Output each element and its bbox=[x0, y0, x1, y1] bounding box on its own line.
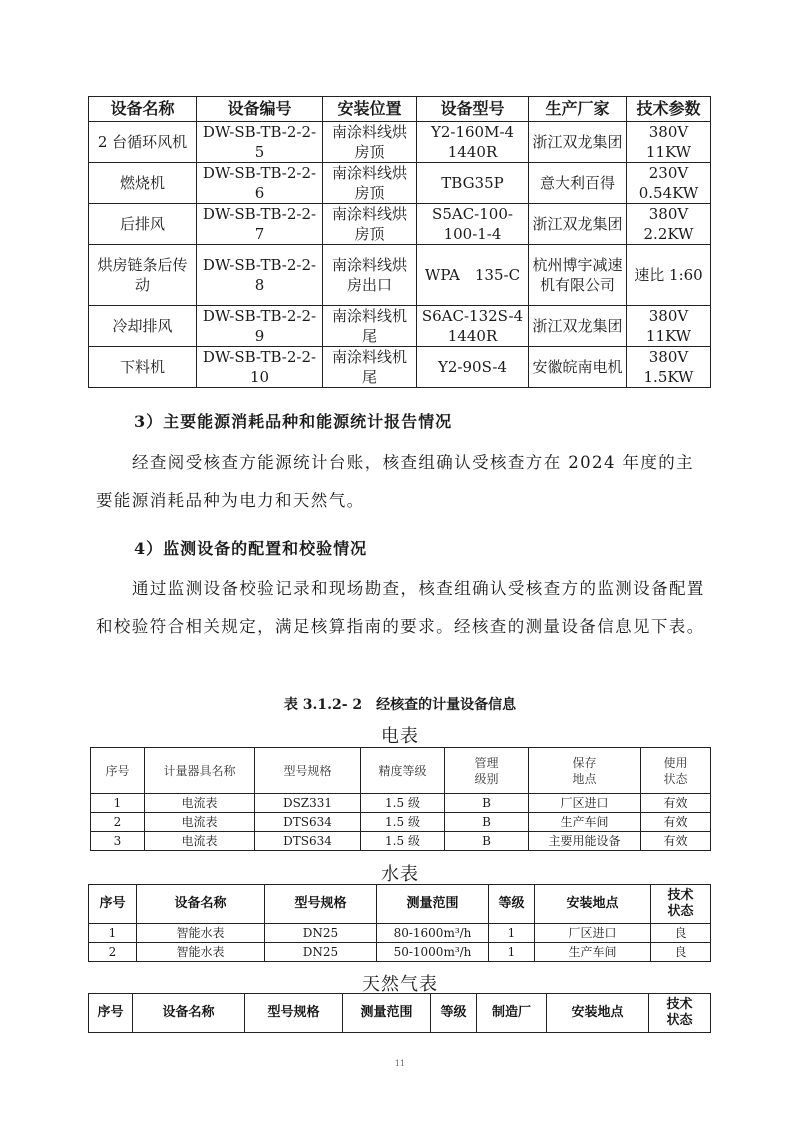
equipment-model-cell: WPA 135-C bbox=[417, 245, 529, 306]
cell: 1.5 级 bbox=[361, 794, 445, 813]
cell: 电流表 bbox=[145, 813, 255, 832]
header-cell: 管理 级别 bbox=[445, 748, 529, 794]
cell: 主要用能设备 bbox=[529, 832, 641, 851]
table-row bbox=[89, 245, 711, 306]
header-cell: 测量范围 bbox=[377, 885, 489, 924]
gas-table-title: 天然气表 bbox=[362, 974, 438, 995]
equipment-name-cell: 2 台循环风机 bbox=[89, 122, 197, 163]
equipment-code-cell: DW-SB-TB-2-2-7 bbox=[197, 204, 323, 245]
cell: 1 bbox=[89, 924, 137, 943]
equipment-name-cell: 烘房链条后传动 bbox=[89, 245, 197, 306]
header-cell: 测量范围 bbox=[343, 994, 431, 1033]
equipment-params-cell: 380V 2.2KW bbox=[627, 204, 711, 245]
equipment-location-cell: 南涂料线机尾 bbox=[323, 347, 417, 388]
cell: DN25 bbox=[265, 924, 377, 943]
header-cell: 使用 状态 bbox=[641, 748, 711, 794]
header-cell: 精度等级 bbox=[361, 748, 445, 794]
cell: 2 bbox=[91, 813, 145, 832]
equipment-model-cell: Y2-160M-4 1440R bbox=[417, 122, 529, 163]
equipment-location-cell: 南涂料线烘房顶 bbox=[323, 122, 417, 163]
cell: 智能水表 bbox=[137, 943, 265, 962]
header-cell: 型号规格 bbox=[255, 748, 361, 794]
section-3-text: 经查阅受核查方能源统计台账，核查组确认受核查方在 2024 年度的主要能源消耗品种为电力和天然气。 bbox=[96, 453, 695, 510]
equipment-code-cell: DW-SB-TB-2-2-6 bbox=[197, 163, 323, 204]
cell: DTS634 bbox=[255, 832, 361, 851]
equipment-name-cell: 冷却排风 bbox=[89, 306, 197, 347]
table-row bbox=[89, 924, 711, 943]
equipment-name-cell: 后排风 bbox=[89, 204, 197, 245]
header-cell: 安装地点 bbox=[535, 885, 651, 924]
water-meter-table bbox=[88, 884, 711, 962]
table-row bbox=[89, 122, 711, 163]
cell: B bbox=[445, 794, 529, 813]
cell: DN25 bbox=[265, 943, 377, 962]
section-3-paragraph bbox=[96, 444, 708, 520]
equipment-model-cell: S6AC-132S-4 1440R bbox=[417, 306, 529, 347]
cell: 电流表 bbox=[145, 832, 255, 851]
equipment-params-cell: 230V 0.54KW bbox=[627, 163, 711, 204]
cell: 50-1000m³/h bbox=[377, 943, 489, 962]
header-cell: 设备名称 bbox=[137, 885, 265, 924]
cell: 1 bbox=[91, 794, 145, 813]
equipment-params-cell: 速比 1:60 bbox=[627, 245, 711, 306]
cell: DSZ331 bbox=[255, 794, 361, 813]
header-cell: 技术参数 bbox=[627, 97, 711, 122]
equipment-location-cell: 南涂料线烘房出口 bbox=[323, 245, 417, 306]
header-cell: 保存 地点 bbox=[529, 748, 641, 794]
equipment-maker-cell: 浙江双龙集团 bbox=[529, 306, 627, 347]
equipment-maker-cell: 安徽皖南电机 bbox=[529, 347, 627, 388]
header-cell: 序号 bbox=[91, 748, 145, 794]
table-header-row bbox=[91, 748, 711, 794]
equipment-model-cell: S5AC-100-100-1-4 bbox=[417, 204, 529, 245]
cell: 1 bbox=[489, 943, 535, 962]
equipment-params-cell: 380V 1.5KW bbox=[627, 347, 711, 388]
cell: 电流表 bbox=[145, 794, 255, 813]
cell: 厂区进口 bbox=[535, 924, 651, 943]
table-header-row bbox=[89, 97, 711, 122]
cell: B bbox=[445, 813, 529, 832]
equipment-code-cell: DW-SB-TB-2-2-8 bbox=[197, 245, 323, 306]
cell: 智能水表 bbox=[137, 924, 265, 943]
electric-meter-table bbox=[90, 747, 711, 851]
header-cell: 设备型号 bbox=[417, 97, 529, 122]
cell: B bbox=[445, 832, 529, 851]
header-cell: 计量器具名称 bbox=[145, 748, 255, 794]
header-cell: 型号规格 bbox=[245, 994, 343, 1033]
cell: 有效 bbox=[641, 794, 711, 813]
equipment-maker-cell: 浙江双龙集团 bbox=[529, 122, 627, 163]
cell: 良 bbox=[651, 943, 711, 962]
page-number: 11 bbox=[394, 1059, 406, 1068]
equipment-location-cell: 南涂料线烘房顶 bbox=[323, 163, 417, 204]
electric-table-title: 电表 bbox=[381, 726, 419, 747]
cell: 生产车间 bbox=[535, 943, 651, 962]
table-row bbox=[89, 943, 711, 962]
header-cell: 设备名称 bbox=[89, 97, 197, 122]
equipment-maker-cell: 浙江双龙集团 bbox=[529, 204, 627, 245]
table-row bbox=[89, 347, 711, 388]
equipment-table bbox=[88, 96, 711, 388]
cell: 有效 bbox=[641, 813, 711, 832]
table-header-row bbox=[89, 994, 711, 1033]
header-cell: 安装地点 bbox=[547, 994, 649, 1033]
header-cell: 设备名称 bbox=[133, 994, 245, 1033]
cell: 1.5 级 bbox=[361, 832, 445, 851]
equipment-code-cell: DW-SB-TB-2-2-5 bbox=[197, 122, 323, 163]
table-caption: 表 3.1.2- 2 经核查的计量设备信息 bbox=[283, 697, 517, 713]
equipment-code-cell: DW-SB-TB-2-2-10 bbox=[197, 347, 323, 388]
equipment-maker-cell: 杭州博宇减速机有限公司 bbox=[529, 245, 627, 306]
cell: 1 bbox=[489, 924, 535, 943]
table-row bbox=[91, 813, 711, 832]
header-cell: 制造厂 bbox=[477, 994, 547, 1033]
equipment-maker-cell: 意大利百得 bbox=[529, 163, 627, 204]
header-cell: 技术 状态 bbox=[651, 885, 711, 924]
header-cell: 等级 bbox=[489, 885, 535, 924]
cell: DTS634 bbox=[255, 813, 361, 832]
equipment-location-cell: 南涂料线机尾 bbox=[323, 306, 417, 347]
table-row bbox=[89, 163, 711, 204]
cell: 1.5 级 bbox=[361, 813, 445, 832]
header-cell: 安装位置 bbox=[323, 97, 417, 122]
equipment-params-cell: 380V 11KW bbox=[627, 306, 711, 347]
equipment-name-cell: 下料机 bbox=[89, 347, 197, 388]
table-row bbox=[89, 306, 711, 347]
header-cell: 序号 bbox=[89, 885, 137, 924]
equipment-name-cell: 燃烧机 bbox=[89, 163, 197, 204]
cell: 有效 bbox=[641, 832, 711, 851]
equipment-params-cell: 380V 11KW bbox=[627, 122, 711, 163]
cell: 生产车间 bbox=[529, 813, 641, 832]
section-3-heading: 3）主要能源消耗品种和能源统计报告情况 bbox=[134, 412, 453, 431]
cell: 3 bbox=[91, 832, 145, 851]
equipment-model-cell: Y2-90S-4 bbox=[417, 347, 529, 388]
equipment-code-cell: DW-SB-TB-2-2-9 bbox=[197, 306, 323, 347]
cell: 良 bbox=[651, 924, 711, 943]
gas-meter-table bbox=[88, 993, 711, 1033]
section-4-text: 通过监测设备校验记录和现场勘查，核查组确认受核查方的监测设备配置和校验符合相关规定，满足核算指南的要求。经核查的测量设备信息见下表。 bbox=[96, 579, 705, 636]
table-row bbox=[91, 832, 711, 851]
cell: 厂区进口 bbox=[529, 794, 641, 813]
section-4-paragraph bbox=[96, 570, 708, 646]
cell: 80-1600m³/h bbox=[377, 924, 489, 943]
section-4-heading: 4）监测设备的配置和校验情况 bbox=[134, 539, 368, 558]
water-table-title: 水表 bbox=[381, 864, 419, 885]
table-header-row bbox=[89, 885, 711, 924]
equipment-model-cell: TBG35P bbox=[417, 163, 529, 204]
equipment-location-cell: 南涂料线烘房顶 bbox=[323, 204, 417, 245]
cell: 2 bbox=[89, 943, 137, 962]
header-cell: 技术 状态 bbox=[649, 994, 711, 1033]
header-cell: 型号规格 bbox=[265, 885, 377, 924]
header-cell: 设备编号 bbox=[197, 97, 323, 122]
header-cell: 序号 bbox=[89, 994, 133, 1033]
table-row bbox=[89, 204, 711, 245]
table-row bbox=[91, 794, 711, 813]
header-cell: 等级 bbox=[431, 994, 477, 1033]
header-cell: 生产厂家 bbox=[529, 97, 627, 122]
